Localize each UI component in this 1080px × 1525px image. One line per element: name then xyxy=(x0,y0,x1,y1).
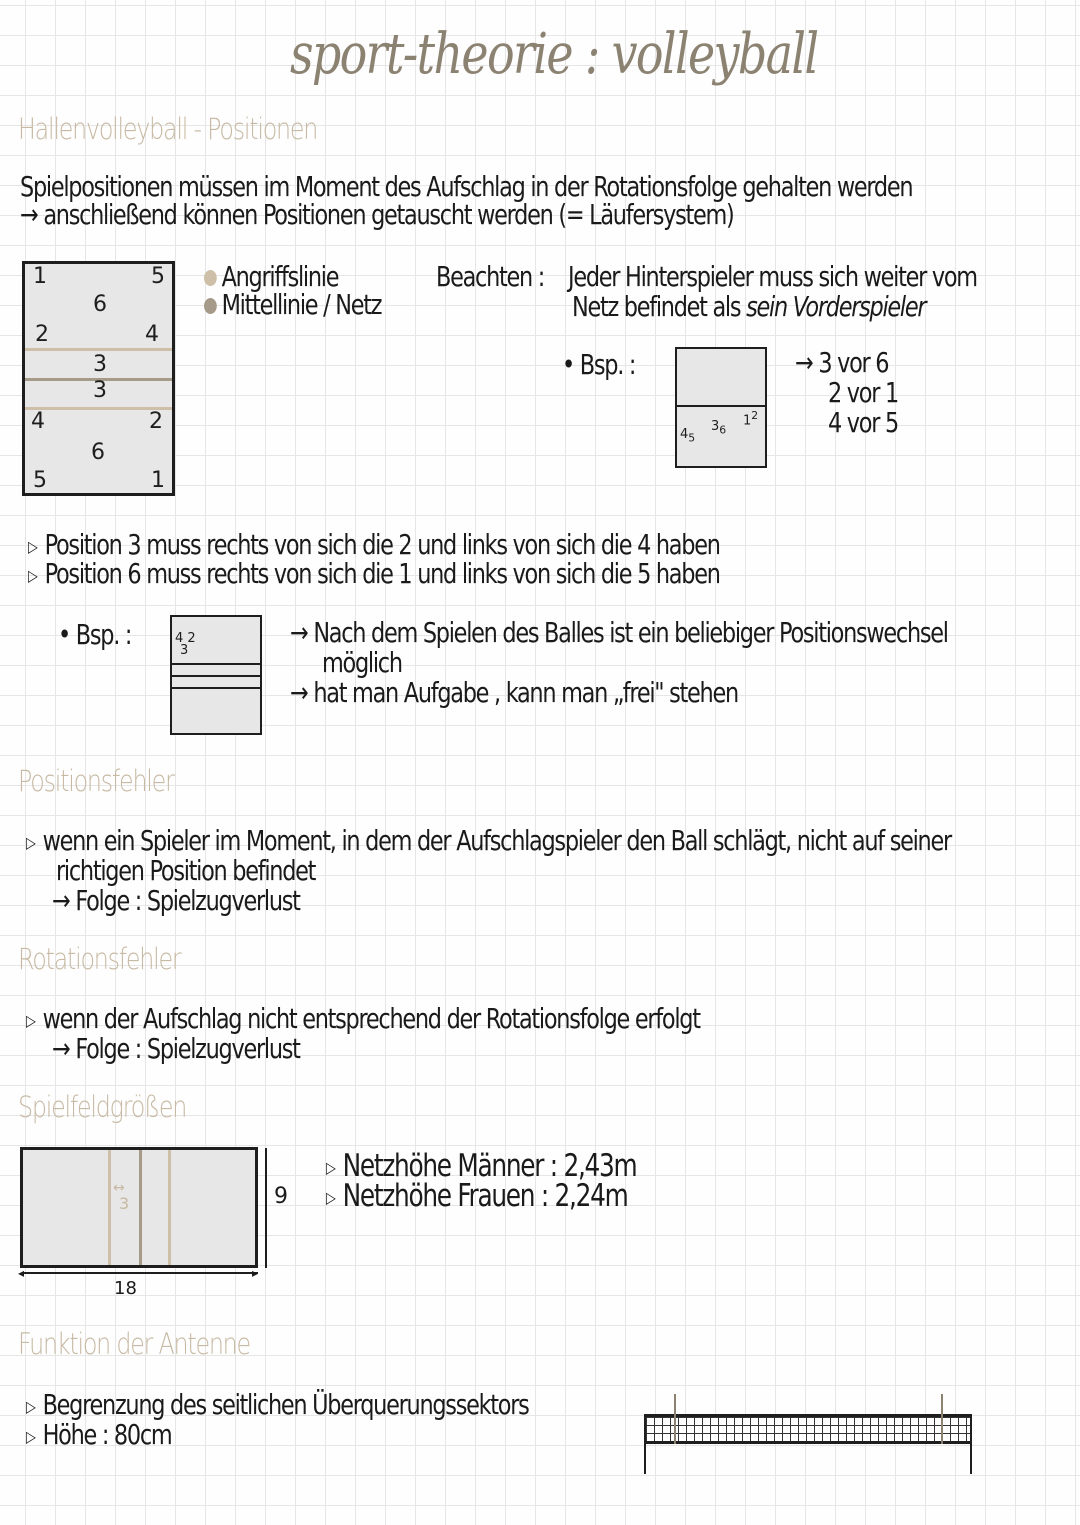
example2-label: • Bsp. : xyxy=(58,618,132,651)
note-line-1: Jeder Hinterspieler muss sich weiter vom xyxy=(568,260,977,293)
intro-line-2: → anschließend können Positionen getauscht werden (= Läufersystem) xyxy=(20,198,734,231)
arrow-left-icon: ◂ xyxy=(18,1266,25,1280)
note-line-2 xyxy=(572,292,925,321)
position-number: 2 xyxy=(35,322,49,347)
center-line xyxy=(139,1150,142,1265)
net-line xyxy=(172,675,260,677)
attack-line-color-dot xyxy=(204,270,217,286)
rule-text: Position 6 muss rechts von sich die 1 und links von sich die 5 haben xyxy=(44,557,720,590)
antenna-item-2 xyxy=(26,1420,171,1451)
position-number: 6 xyxy=(91,440,105,465)
width-dimension-arrow xyxy=(22,1272,258,1274)
example2-mark-bottom: 3 xyxy=(180,643,189,658)
example2-note-2: möglich xyxy=(322,646,402,679)
position-error-consequence: → Folge : Spielzugverlust xyxy=(52,884,300,917)
position-error-line-1 xyxy=(26,826,951,857)
section-heading-rotation-error: Rotationsfehler xyxy=(18,942,181,976)
example-court-diagram xyxy=(675,347,767,468)
example2-mark-top: 4 2 xyxy=(175,631,196,646)
triangle-bullet-icon: ▷ xyxy=(26,1010,35,1030)
height-dimension-arrow xyxy=(265,1148,267,1268)
antenna-text: Höhe : 80cm xyxy=(42,1418,172,1451)
example2-court-diagram xyxy=(170,615,262,735)
legend-attack-line xyxy=(204,262,338,291)
antenna-item-1 xyxy=(26,1390,529,1421)
section-heading-position-error: Positionsfehler xyxy=(18,764,174,798)
center-line-color-dot xyxy=(204,298,217,314)
double-arrow-icon: ↔ xyxy=(113,1180,125,1196)
mark-b-sub: 6 xyxy=(719,423,727,437)
triangle-bullet-icon: ▷ xyxy=(26,1396,35,1416)
net-height-text: Netzhöhe Frauen : 2,24m xyxy=(342,1178,628,1214)
court-size-diagram xyxy=(20,1147,258,1268)
net-height-text: Netzhöhe Männer : 2,43m xyxy=(342,1148,637,1184)
example-mark xyxy=(743,409,758,428)
rotation-error-consequence: → Folge : Spielzugverlust xyxy=(52,1032,300,1065)
note-line-2-italic: sein Vorderspieler xyxy=(746,290,926,323)
mark-a-sub: 5 xyxy=(688,431,696,445)
mark-a: 4 xyxy=(680,427,689,442)
position-number: 1 xyxy=(33,264,47,289)
position-number: 4 xyxy=(145,322,159,347)
rule-position-6 xyxy=(28,559,720,590)
net-post-left xyxy=(644,1414,646,1474)
attack-line-right xyxy=(168,1150,171,1265)
height-label: 9 xyxy=(274,1184,288,1209)
attack-line-left xyxy=(108,1150,111,1265)
position-number: 1 xyxy=(151,468,165,493)
example-label: • Bsp. : xyxy=(562,348,636,381)
example2-note-1: → Nach dem Spielen des Balles ist ein beliebiger Positionswechsel xyxy=(290,616,948,649)
page-title: sport-theorie : volleyball xyxy=(290,22,818,87)
attack-zone-label: 3 xyxy=(119,1194,130,1213)
intro-line-1: Spielpositionen müssen im Moment des Aufschlag in der Rotationsfolge gehalten werden xyxy=(20,170,913,203)
section-heading-court-size: Spielfeldgrößen xyxy=(18,1090,187,1124)
note-line-2-text: Netz befindet als xyxy=(572,290,747,323)
position-number: 3 xyxy=(93,378,107,403)
attack-line xyxy=(172,687,260,689)
rule-text: Position 3 muss rechts von sich die 2 und links von sich die 4 haben xyxy=(44,528,720,561)
rotation-error-text: wenn der Aufschlag nicht entsprechend der Rotationsfolge erfolgt xyxy=(42,1002,700,1035)
position-error-text: wenn ein Spieler im Moment, in dem der Aufschlagspieler den Ball schlägt, nicht auf seiner xyxy=(42,824,951,857)
example-result-1: → 3 vor 6 xyxy=(795,346,889,379)
mark-c-sup: 2 xyxy=(751,409,759,422)
section-heading-antenna: Funktion der Antenne xyxy=(18,1327,250,1361)
note-label: Beachten : xyxy=(436,260,545,293)
position-number: 5 xyxy=(33,468,47,493)
net-height-women xyxy=(326,1178,628,1214)
section-heading-positions: Hallenvolleyball - Positionen xyxy=(18,112,318,146)
width-label: 18 xyxy=(114,1278,137,1299)
example-mark xyxy=(680,427,695,445)
triangle-bullet-icon: ▷ xyxy=(326,1158,335,1177)
mark-b: 3 xyxy=(711,419,720,434)
legend-center-line xyxy=(204,290,381,319)
position-number: 3 xyxy=(93,352,107,377)
example-result-3: 4 vor 5 xyxy=(828,406,898,439)
position-number: 5 xyxy=(151,264,165,289)
attack-line xyxy=(172,663,260,665)
antenna-text: Begrenzung des seitlichen Überquerungssektors xyxy=(42,1388,529,1421)
rotation-error-line-1 xyxy=(26,1004,700,1035)
legend-label: Mittellinie / Netz xyxy=(221,288,382,321)
note-label-text: Beachten xyxy=(436,260,532,293)
antenna-left xyxy=(674,1394,676,1444)
net-diagram xyxy=(644,1414,972,1444)
rule-position-3 xyxy=(28,530,720,561)
position-number: 4 xyxy=(31,409,45,434)
triangle-bullet-icon: ▷ xyxy=(28,565,37,585)
triangle-bullet-icon: ▷ xyxy=(28,536,37,556)
attack-line-top xyxy=(25,348,172,351)
triangle-bullet-icon: ▷ xyxy=(26,1426,35,1446)
arrow-right-icon: ▸ xyxy=(252,1266,259,1280)
position-error-line-2: richtigen Position befindet xyxy=(56,854,316,887)
example-mark xyxy=(711,419,726,437)
position-number: 6 xyxy=(93,292,107,317)
legend-label: Angriffslinie xyxy=(221,260,339,293)
triangle-bullet-icon: ▷ xyxy=(26,832,35,852)
position-number: 2 xyxy=(149,409,163,434)
mark-c: 1 xyxy=(743,413,752,429)
triangle-bullet-icon: ▷ xyxy=(326,1188,335,1207)
example2-note-3: → hat man Aufgabe , kann man „frei" stehen xyxy=(290,676,738,709)
example-result-2: 2 vor 1 xyxy=(828,376,898,409)
antenna-right xyxy=(941,1394,943,1444)
net-line xyxy=(677,405,765,407)
net-post-right xyxy=(970,1414,972,1474)
court-positions-diagram xyxy=(22,261,175,496)
